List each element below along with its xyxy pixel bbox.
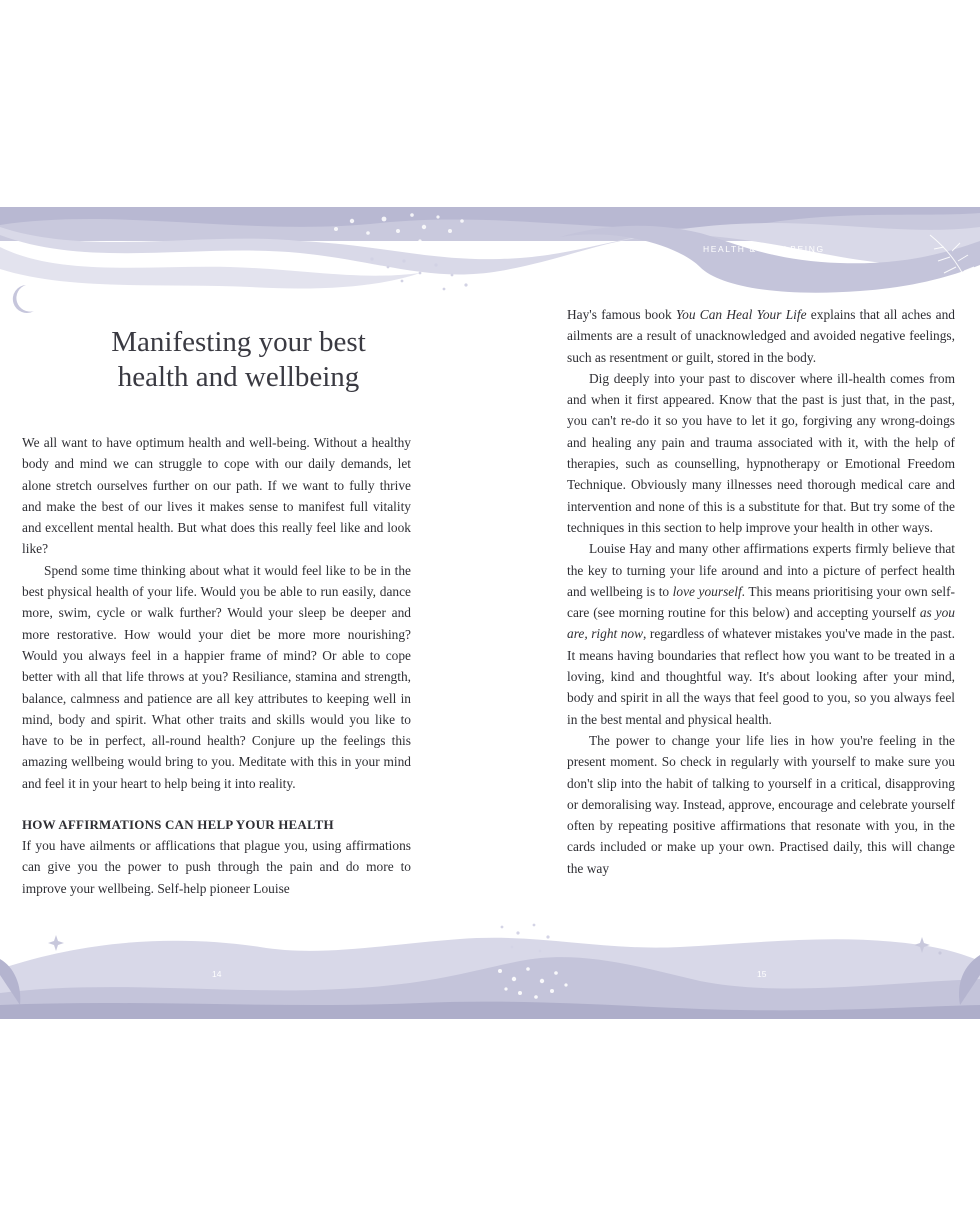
text-run: , regardless of whatever mistakes you've made in the past. It means having boundaries that reflect how you want to be treated in a loving, kind and thoughtful way. It's about looking after your mind, body and spirit in all the ways that feel good to you, so you always feel in the best mental and physical health. xyxy=(567,626,955,727)
left-paragraph-2: Spend some time thinking about what it would feel like to be in the best physical health of your life. Would you be able to run easily, dance more, swim, cycle or walk further? Would your sleep be deeper and more restorative. How would your diet be more more nourishing? Would you always feel in a happier frame of mind? Or able to cope better with all that life throws at you? Resiliance, stamina and strength, balance, calmness and patience are all key attributes to keeping well in mind, body and spirit. What other traits and skills would you like to have to be in perfect, all-round health? Conjure up the feelings this amazing wellbeing would bring to you. Meditate with this in your mind and feel it in your heart to help being it into reality. xyxy=(22,562,411,791)
page-number-right: 15 xyxy=(757,969,767,979)
bottom-wave-decoration xyxy=(0,909,980,1019)
right-paragraph-1 xyxy=(567,304,955,368)
section-heading: HOW AFFIRMATIONS CAN HELP YOUR HEALTH xyxy=(22,817,334,833)
running-head: HEALTH & WELLBEING xyxy=(703,244,825,254)
top-wave-decoration xyxy=(0,207,980,317)
left-paragraph-3: If you have ailments or afflications that plague you, using affirmations can give you the power to push through the pain and do more to improve your wellbeing. Self-help pioneer Louise xyxy=(22,838,411,896)
title-line-2: health and wellbeing xyxy=(117,361,360,393)
page-number-left: 14 xyxy=(212,969,222,979)
left-body-text xyxy=(22,432,411,899)
right-paragraph-3 xyxy=(567,538,955,730)
right-paragraph-4: The power to change your life lies in how you're feeling in the present moment. So check in regularly with yourself to make sure you don't slip into the habit of talking to yourself in a critical, disapproving or demoralising way. Instead, approve, encourage and celebrate yourself often by repeating positive affirmations that resonate with you, in the cards included or make up your own. Practised daily, this will change the way xyxy=(567,732,955,876)
text-run: . This means prioritising your own self-care (see morning routine for this below) and accepting yourself xyxy=(567,583,955,621)
book-spread xyxy=(0,207,980,1019)
page-title xyxy=(44,325,433,395)
right-body-text xyxy=(567,304,955,879)
book-title: You Can Heal Your Life xyxy=(675,307,807,322)
title-line-1: Manifesting your best xyxy=(111,326,366,358)
emphasis-text: love yourself xyxy=(672,583,742,599)
right-paragraph-2: Dig deeply into your past to discover where ill-health comes from and when it first appeared. Know that the past is just that, in the past, you can't re-do it so you have to let it go, forgiving any wrong-doings and healing any pain and trauma associated with it, with the help of therapies, such as counselling, hypnotherapy or Emotional Freedom Technique. Obviously many illnesses need thorough medical care and intervention and none of this is a substitute for that. But try some of the techniques in this section to help improve your health in other ways. xyxy=(567,370,955,535)
left-paragraph-1: We all want to have optimum health and well-being. Without a healthy body and mind we can struggle to cope with our daily demands, let alone stretch ourselves further on our path. If we want to fully thrive and make the best of our lives it makes sense to manifest full vitality and excellent mental health. But what does this really feel like and look like? xyxy=(22,435,411,557)
text-run: explains that all aches and ailments are a result of unacknowledged and avoided negative feelings, such as resentment or guilt, stored in the body. xyxy=(567,307,955,365)
text-run: Louise Hay and many other affirmations experts firmly believe that the key to turning your life around and into a picture of perfect health and wellbeing is to xyxy=(567,541,955,599)
emphasis-text: as you are, right now xyxy=(567,605,955,642)
text-run: Hay's famous book xyxy=(567,307,676,322)
